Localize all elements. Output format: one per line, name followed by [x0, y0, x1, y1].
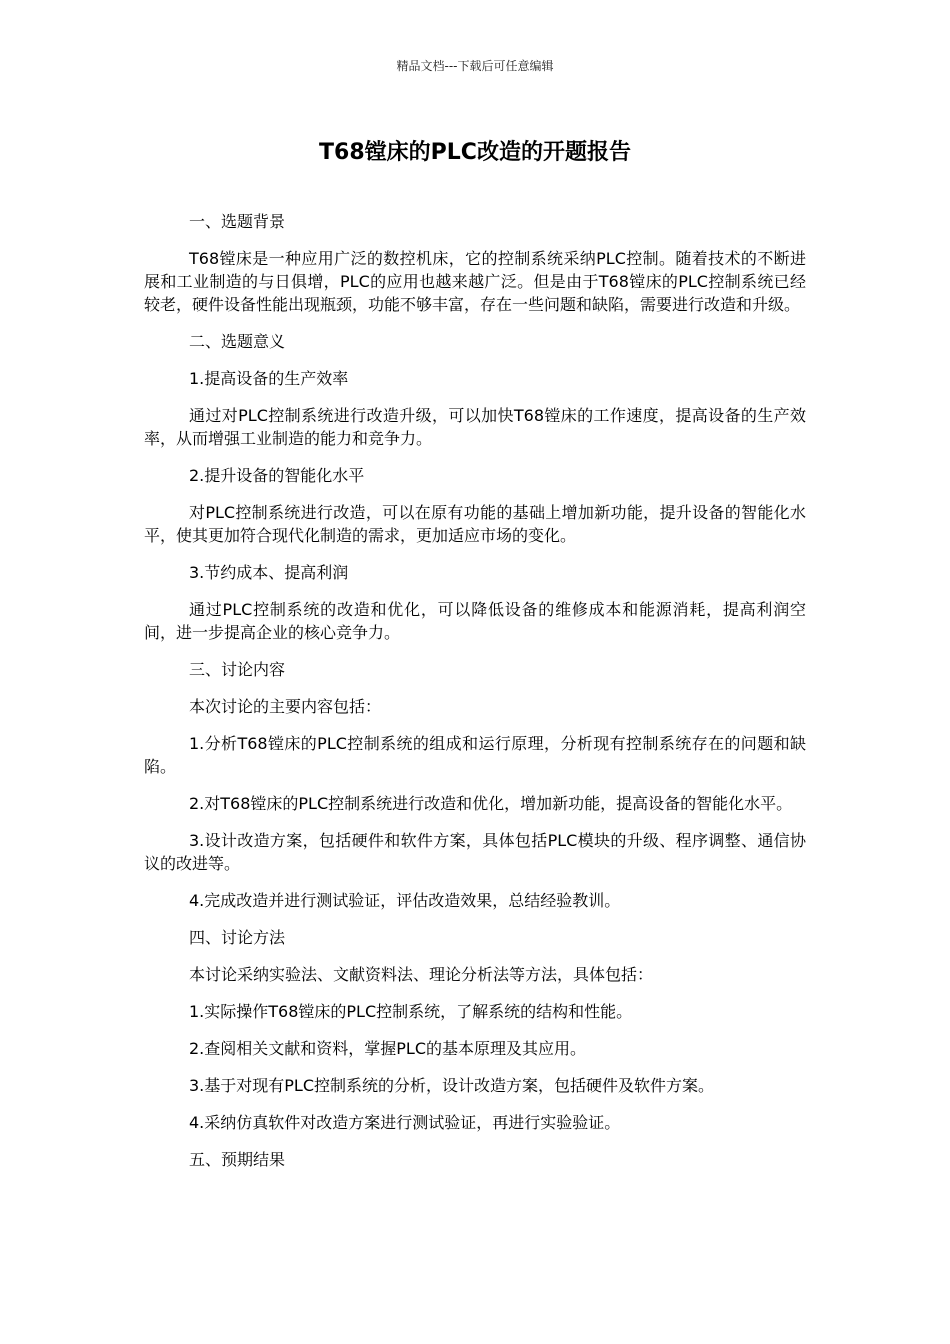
subheading-efficiency: 1.提高设备的生产效率: [189, 369, 349, 388]
list-item-method-4: 4.采纳仿真软件对改造方案进行测试验证，再进行实验验证。: [189, 1113, 621, 1132]
list-item-method-3: 3.基于对现有PLC控制系统的分析，设计改造方案，包括硬件及软件方案。: [189, 1076, 715, 1095]
document-body: [144, 210, 806, 1185]
paragraph-background: T68镗床是一种应用广泛的数控机床，它的控制系统采纳PLC控制。随着技术的不断进展和工业制造的与日俱增，PLC的应用也越来越广泛。但是由于T68镗床的PLC控制系统已经较老，硬件设备性能出现瓶颈，功能不够丰富，存在一些问题和缺陷，需要进行改造和升级。: [144, 249, 806, 314]
paragraph-content-intro: 本次讨论的主要内容包括：: [189, 697, 382, 716]
list-item-method-1: 1.实际操作T68镗床的PLC控制系统，了解系统的结构和性能。: [189, 1002, 633, 1021]
page-header-watermark: 精品文档---下载后可任意编辑: [396, 59, 554, 73]
section-heading-expected-results: 五、预期结果: [189, 1150, 286, 1169]
section-heading-methods: 四、讨论方法: [189, 928, 286, 947]
paragraph-cost: 通过PLC控制系统的改造和优化，可以降低设备的维修成本和能源消耗，提高利润空间，进一步提高企业的核心竞争力。: [144, 600, 806, 642]
paragraph-intelligence: 对PLC控制系统进行改造，可以在原有功能的基础上增加新功能，提升设备的智能化水平，使其更加符合现代化制造的需求，更加适应市场的变化。: [144, 503, 806, 545]
list-item-content-3: 3.设计改造方案，包括硬件和软件方案，具体包括PLC模块的升级、程序调整、通信协议的改进等。: [144, 831, 806, 873]
section-heading-significance: 二、选题意义: [189, 332, 286, 351]
list-item-content-1: 1.分析T68镗床的PLC控制系统的组成和运行原理，分析现有控制系统存在的问题和缺陷。: [144, 734, 806, 776]
document-title: T68镗床的PLC改造的开题报告: [319, 140, 631, 165]
section-heading-content: 三、讨论内容: [189, 660, 286, 679]
paragraph-methods-intro: 本讨论采纳实验法、文献资料法、理论分析法等方法，具体包括：: [189, 965, 654, 984]
subheading-intelligence: 2.提升设备的智能化水平: [189, 466, 365, 485]
list-item-content-2: 2.对T68镗床的PLC控制系统进行改造和优化，增加新功能，提高设备的智能化水平。: [189, 794, 793, 813]
section-heading-background: 一、选题背景: [189, 212, 286, 231]
list-item-content-4: 4.完成改造并进行测试验证，评估改造效果，总结经验教训。: [189, 891, 621, 910]
subheading-cost: 3.节约成本、提高利润: [189, 563, 349, 582]
paragraph-efficiency: 通过对PLC控制系统进行改造升级，可以加快T68镗床的工作速度，提高设备的生产效率，从而增强工业制造的能力和竞争力。: [144, 406, 806, 448]
list-item-method-2: 2.查阅相关文献和资料，掌握PLC的基本原理及其应用。: [189, 1039, 587, 1058]
